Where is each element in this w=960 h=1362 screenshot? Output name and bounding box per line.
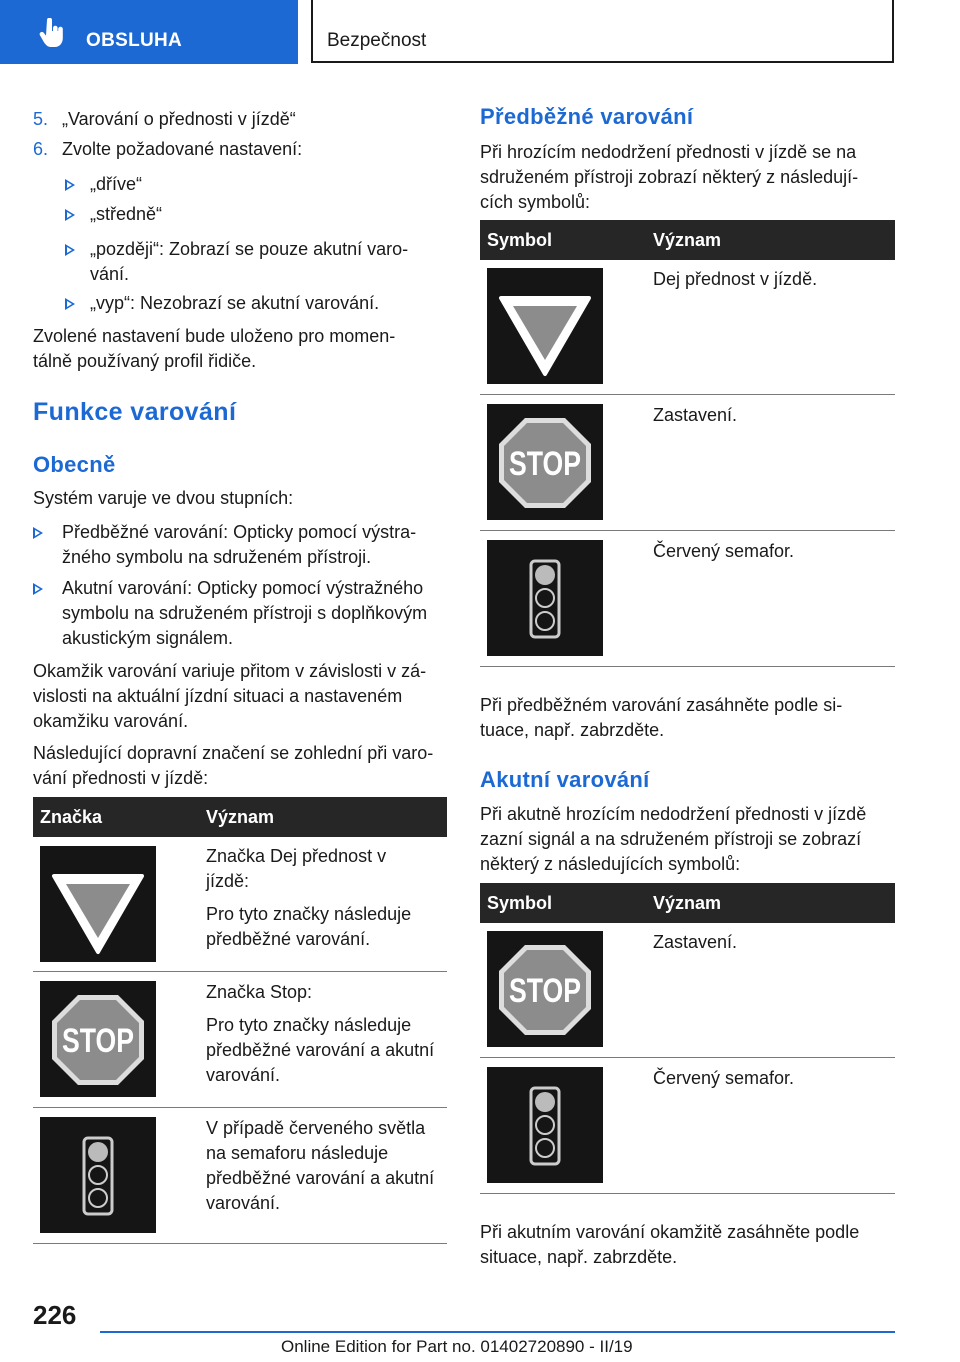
paragraph-line: cích symbolů: — [480, 192, 591, 212]
svg-text:STOP: STOP — [62, 1022, 134, 1060]
table-header-col2: Význam — [653, 893, 722, 913]
paragraph-line: Při předběžném varování zasáhněte podle si- — [480, 695, 843, 715]
paragraph-line: zazní signál a na sdruženém přístroji se zobrazí — [480, 829, 862, 849]
option-item-cont: vání. — [90, 264, 130, 284]
traffic-light-icon — [487, 1067, 603, 1183]
table-header — [480, 883, 895, 923]
table-header-col2: Význam — [653, 230, 722, 250]
cell-line: Pro tyto značky následuje — [206, 904, 412, 924]
cell-line: Pro tyto značky následuje — [206, 1015, 412, 1035]
paragraph-line: Při hrozícím nedodržení přednosti v jízdě se na — [480, 142, 857, 162]
row-divider — [33, 1107, 447, 1108]
cell-line: na semaforu následuje — [206, 1143, 389, 1163]
bullet-icon — [65, 209, 75, 221]
cell-line: varování. — [206, 1065, 281, 1085]
row-divider — [480, 1057, 895, 1058]
edition-note: Online Edition for Part no. 01402720890 - II/19 — [281, 1337, 633, 1356]
cell-line: varování. — [206, 1193, 281, 1213]
cell-line: jízdě: — [206, 871, 250, 891]
yield-sign-icon — [40, 846, 156, 962]
table-cell — [206, 1116, 434, 1216]
hand-pointer-icon — [38, 18, 66, 48]
paragraph-line: vání přednosti v jízdě: — [33, 768, 209, 788]
traffic-light-icon — [40, 1117, 156, 1233]
stage-line: symbolu na sdruženém přístroji s doplňkovým — [62, 603, 428, 623]
page-number: 226 — [33, 1300, 77, 1330]
row-divider — [480, 1193, 895, 1194]
footer-divider — [100, 1331, 895, 1333]
paragraph-line: vislosti na aktuální jízdní situaci a nastaveném — [33, 686, 403, 706]
table-header-col2: Význam — [206, 807, 275, 827]
paragraph-line: tuace, např. zabrzděte. — [480, 720, 665, 740]
heading-warning-function: Funkce varování — [33, 398, 237, 426]
step-text: „Varování o přednosti v jízdě“ — [62, 109, 296, 129]
breadcrumb-label: Bezpečnost — [327, 30, 427, 51]
stage-line: akustickým signálem. — [62, 628, 234, 648]
paragraph-line: Systém varuje ve dvou stupních: — [33, 488, 294, 508]
paragraph-line: okamžiku varování. — [33, 711, 189, 731]
paragraph-line: některý z následujících symbolů: — [480, 854, 741, 874]
svg-text:STOP: STOP — [509, 972, 581, 1010]
table-cell: Zastavení. — [653, 932, 738, 952]
option-item: „vyp“: Nezobrazí se akutní varování. — [90, 293, 380, 313]
option-item: „dříve“ — [90, 174, 143, 194]
cell-line: předběžné varování a akutní — [206, 1168, 435, 1188]
section-tab[interactable] — [0, 0, 298, 64]
table-cell: Červený semafor. — [653, 541, 795, 561]
table-cell: Zastavení. — [653, 405, 738, 425]
row-divider — [33, 971, 447, 972]
stop-sign-icon — [487, 404, 603, 520]
svg-text:STOP: STOP — [509, 445, 581, 483]
table-header — [33, 797, 447, 837]
stop-sign-icon — [487, 931, 603, 1047]
bullet-icon — [33, 527, 43, 539]
cell-line: Značka Stop: — [206, 982, 313, 1002]
table-cell: Červený semafor. — [653, 1068, 795, 1088]
traffic-light-icon — [487, 540, 603, 656]
stop-sign-icon — [40, 981, 156, 1097]
heading-pre-warning: Předběžné varování — [480, 104, 694, 129]
table-cell — [206, 980, 434, 1088]
row-divider — [33, 1243, 447, 1244]
cell-line: Značka Dej přednost v — [206, 846, 387, 866]
table-header-col1: Symbol — [487, 893, 553, 913]
step-number: 5. — [33, 109, 49, 129]
paragraph-line: tálně používaný profil řidiče. — [33, 351, 257, 371]
step-text: Zvolte požadované nastavení: — [62, 139, 303, 159]
option-item: „středně“ — [90, 204, 163, 224]
row-divider — [480, 666, 895, 667]
paragraph-line: Při akutním varování okamžitě zasáhněte podle — [480, 1222, 860, 1242]
bullet-icon — [65, 298, 75, 310]
stage-line: Akutní varování: Opticky pomocí výstražného — [62, 578, 424, 598]
table-cell: Dej přednost v jízdě. — [653, 269, 818, 289]
table-header-col1: Symbol — [487, 230, 553, 250]
bullet-icon — [65, 179, 75, 191]
paragraph-line: Zvolené nastavení bude uloženo pro momen- — [33, 326, 396, 346]
cell-line: předběžné varování. — [206, 929, 371, 949]
cell-line: V případě červeného světla — [206, 1118, 426, 1138]
row-divider — [480, 394, 895, 395]
stage-line: Předběžné varování: Opticky pomocí výstra- — [62, 522, 417, 542]
step-number: 6. — [33, 139, 49, 159]
yield-sign-icon — [487, 268, 603, 384]
table-header — [480, 220, 895, 260]
paragraph-line: sdruženém přístroji zobrazí některý z následují- — [480, 167, 859, 187]
cell-line: předběžné varování a akutní — [206, 1040, 435, 1060]
paragraph-line: Následující dopravní značení se zohlední při varo- — [33, 743, 434, 763]
heading-acute-warning: Akutní varování — [480, 767, 650, 792]
paragraph-line: Okamžik varování variuje přitom v závislosti v zá- — [33, 661, 427, 681]
bullet-icon — [65, 244, 75, 256]
row-divider — [480, 530, 895, 531]
table-header-col1: Značka — [40, 807, 103, 827]
table-cell — [206, 844, 411, 952]
heading-general: Obecně — [33, 452, 116, 477]
bullet-icon — [33, 583, 43, 595]
paragraph-line: Při akutně hrozícím nedodržení přednosti v jízdě — [480, 804, 867, 824]
breadcrumb — [311, 0, 894, 63]
stage-line: žného symbolu na sdruženém přístroji. — [62, 547, 372, 567]
option-item: „později“: Zobrazí se pouze akutní varo- — [90, 239, 409, 259]
section-tab-label: OBSLUHA — [86, 30, 183, 51]
paragraph-line: situace, např. zabrzděte. — [480, 1247, 678, 1267]
